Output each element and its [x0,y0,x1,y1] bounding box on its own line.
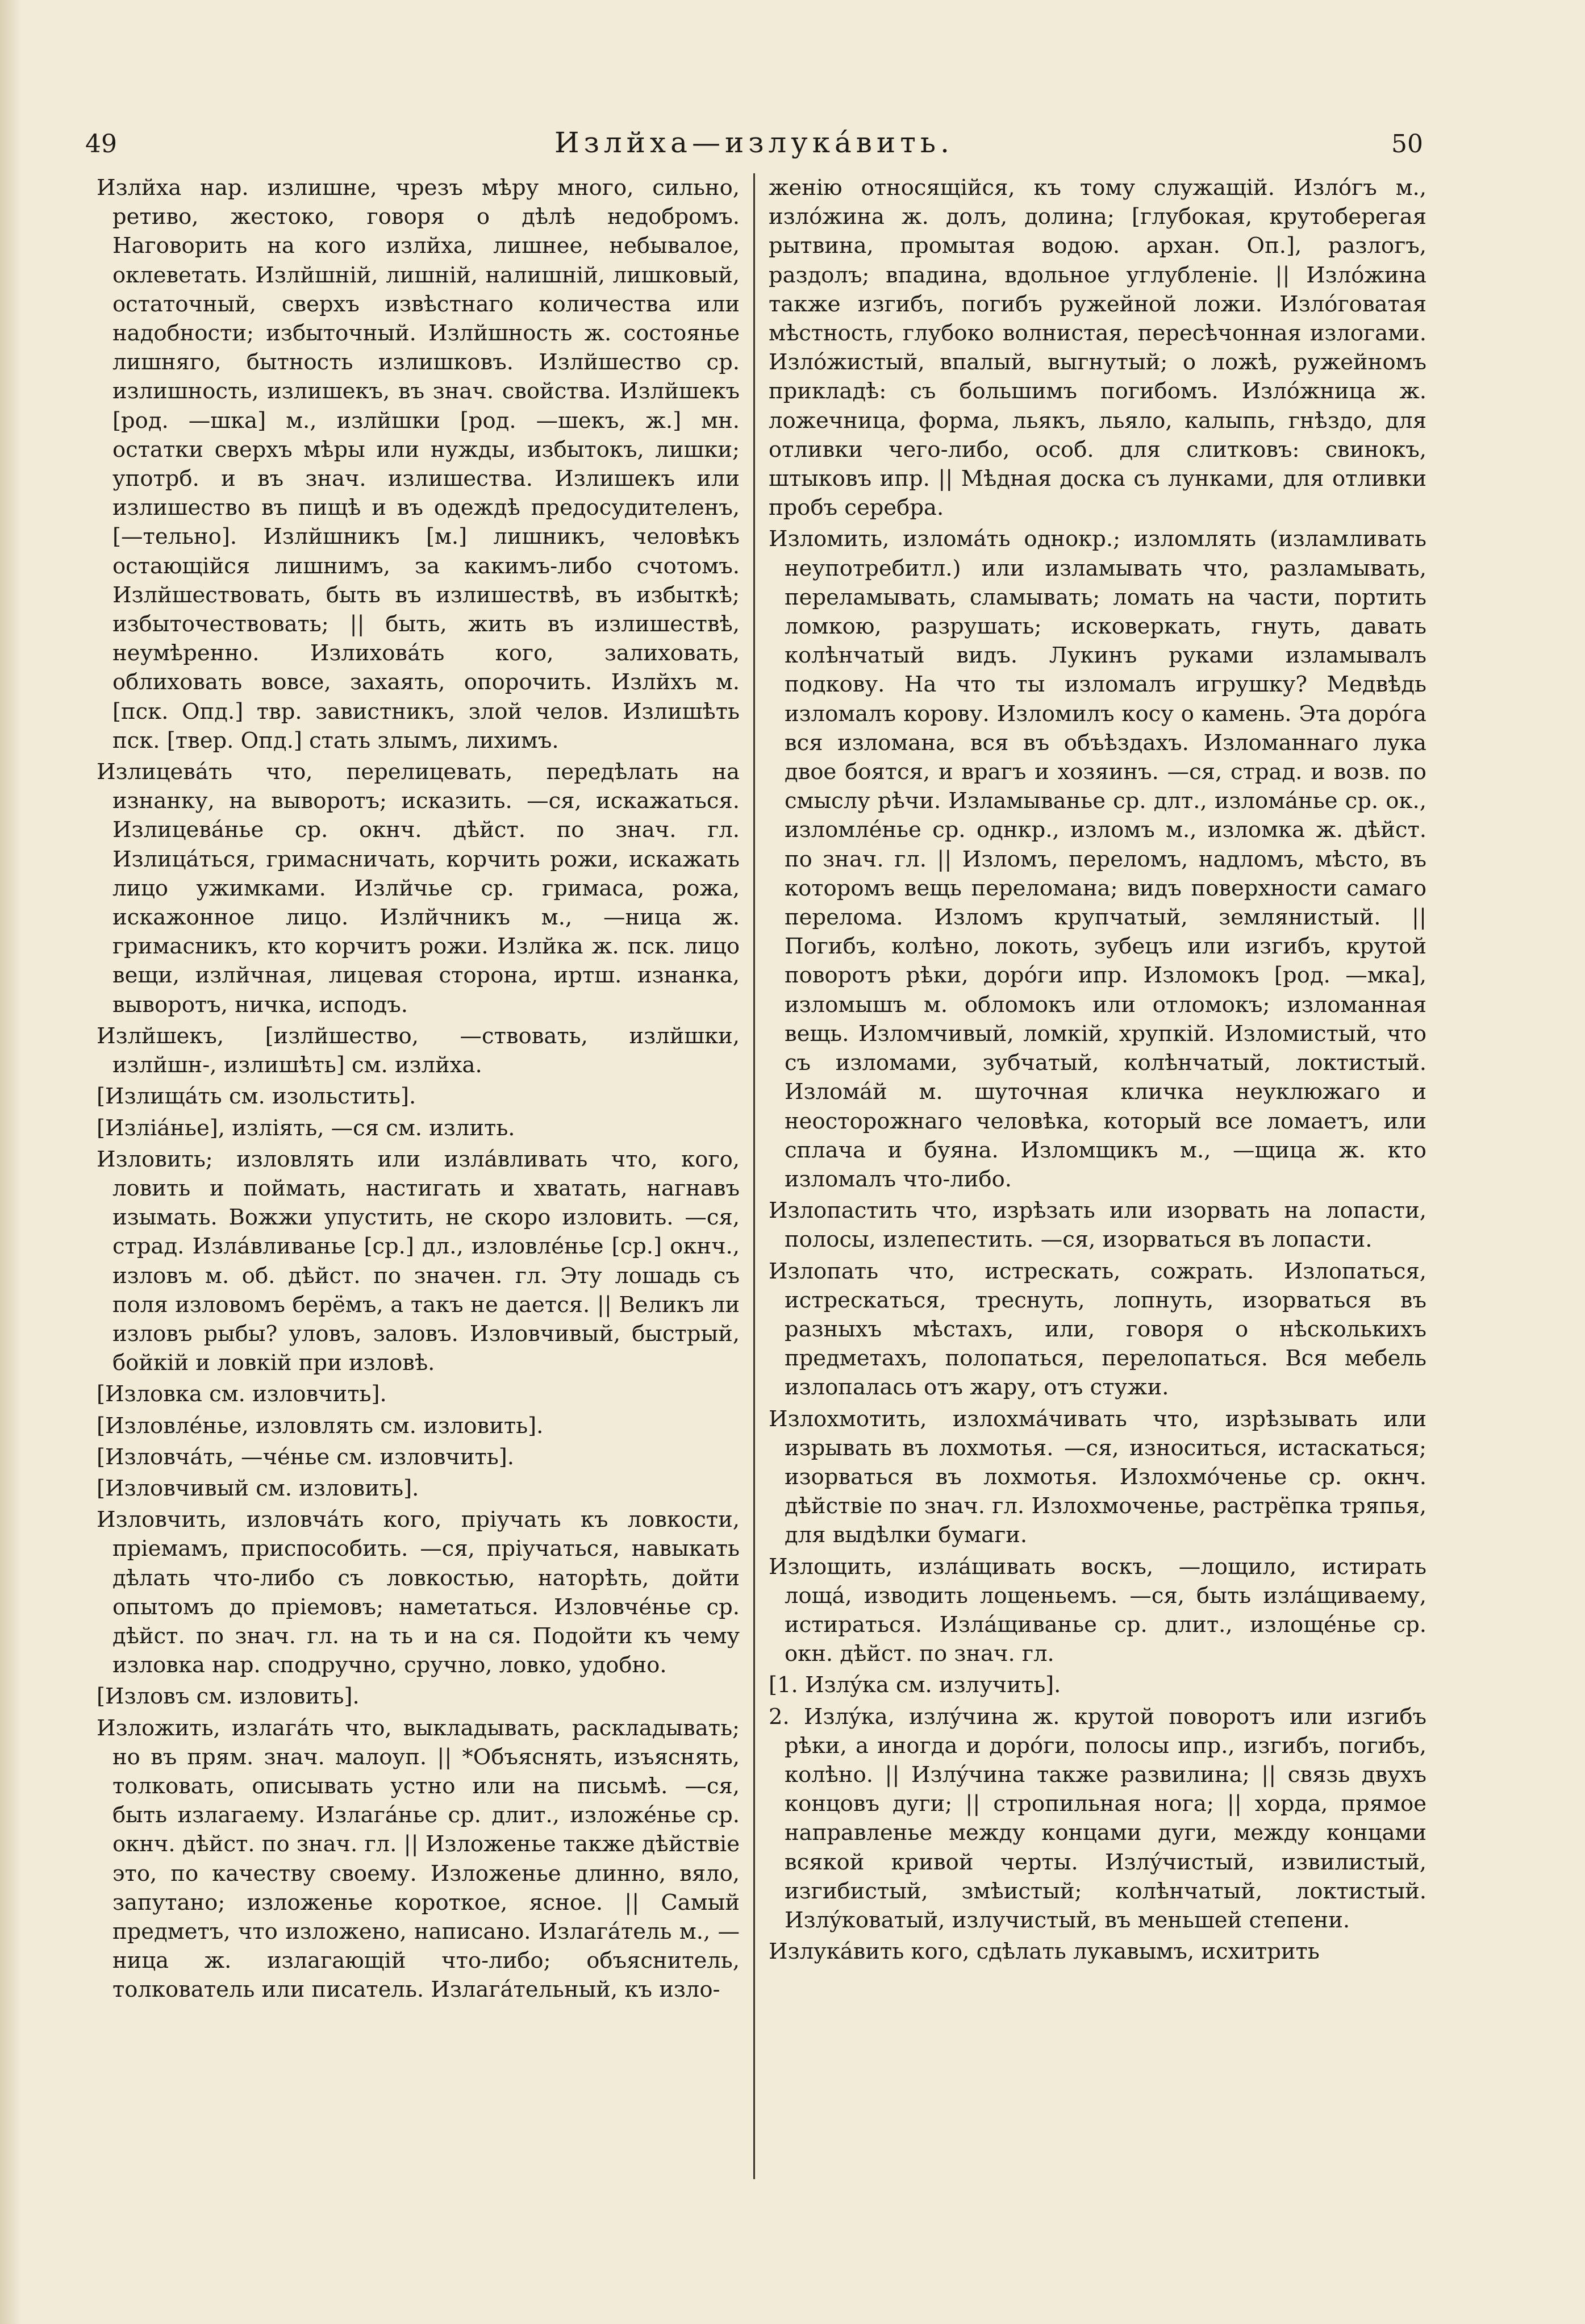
dictionary-entry: [Излищáть см. изольстить]. [97,1084,416,1110]
column-divider [753,173,755,2179]
dictionary-entry: [Изловка см. изловчить]. [97,1381,387,1407]
dictionary-entry: 2. Излýка, излýчина ж. крутой поворотъ или изгибъ рѣки, а иногда и дорóги, полосы ипр., изгибъ, погибъ, колѣно. || Излýчина также развилина; || связь двухъ концовъ дуги; || стропильная нога; || хорда, прямое направленье между концами дуги, между концами всякой кривой черты. Излýчистый, извилистый, изгибистый, змѣистый; колѣнчатый, локтистый. Излýковатый, излучистый, въ меньшей степени. [769,1704,1426,1933]
page-number-left: 49 [85,130,117,159]
left-column [97,173,740,2185]
dictionary-entry: Излохмотить, излохмáчивать что, изрѣзывать или изрывать въ лохмотья. —ся, износиться, истаскаться; изорваться въ лохмотья. Излохмóченье ср. окнч. дѣйствіе по знач. гл. Излохмоченье, растрёпка тряпья, для выдѣлки бумаги. [769,1406,1426,1548]
dictionary-entry: Излощить, излáщивать воскъ, —лощило, истирать лощá, изводить лощеньемъ. —ся, быть излáщиваему, истираться. Излáщиванье ср. длит., излощéнье ср. окн. дѣйст. по знач. гл. [769,1554,1426,1667]
dictionary-entry: Излопать что, истрескать, сожрать. Излопаться, истрескаться, треснуть, лопнуть, изорваться въ разныхъ мѣстахъ, или, говоря о нѣсколькихъ предметахъ, полопаться, перелопаться. Вся мебель излопалась отъ жару, отъ стужи. [769,1258,1426,1401]
page-binding-edge [0,0,19,2324]
dictionary-entry: Излйха нар. излишне, чрезъ мѣру много, сильно, ретиво, жестоко, говоря о дѣлѣ недобромъ. Наговорить на кого излйха, лишнее, небывалое, оклеветать. Излйшній, лишній, налишній, лишковый, остаточный, сверхъ извѣстнаго количества или надобности; избыточный. Излйшность ж. состоянье лишняго, бытность излишковъ. Излйшество ср. излишность, излишекъ, въ знач. свойства. Излйшекъ [род. —шка] м., излйшки [род. —шекъ, ж.] мн. остатки сверхъ мѣры или нужды, избытокъ, лишки; употрб. и въ знач. излишества. Излишекъ или излишество въ пищѣ и въ одеждѣ предосудителенъ, [—тельно]. Излйшникъ [м.] лишникъ, человѣкъ остающійся лишнимъ, за какимъ-либо счотомъ. Излйшествовать, быть въ излишествѣ, въ избыткѣ; избыточествовать; || быть, жить въ излишествѣ, неумѣренно. Излиховáть кого, залиховать, облиховать вовсе, захаять, опорочить. Излйхъ м. [пск. Опд.] твр. завистникъ, злой челов. Излишѣть пск. [твер. Опд.] стать злымъ, лихимъ. [97,175,740,753]
dictionary-entry: [Изловъ см. изловить]. [97,1684,360,1710]
dictionary-entry: [Изловчивый см. изловить]. [97,1475,419,1501]
dictionary-entry: Изловить; изловлять или излáвливать что, кого, ловить и поймать, настигать и хватать, нагнавъ изымать. Вожжи упустить, не скоро изловить. —ся, страд. Излáвливанье [ср.] дл., изловлéнье [ср.] окнч., изловъ м. об. дѣйст. по значен. гл. Эту лошадь съ поля изловомъ берёмъ, а такъ не дается. || Великъ ли изловъ рыбы? уловъ, заловъ. Изловчивый, быстрый, бойкій и ловкій при изловѣ. [97,1146,740,1376]
page-number-right: 50 [1391,130,1423,159]
dictionary-entry: Изловчить, изловчáть кого, пріучать къ ловкости, пріемамъ, приспособить. —ся, пріучаться, навыкать дѣлать что-либо съ ловкостью, наторѣть, дойти опытомъ до пріемовъ; наметаться. Изловчéнье ср. дѣйст. по знач. гл. на ть и на ся. Подойти къ чему изловка нар. сподручно, сручно, ловко, удобно. [97,1507,740,1679]
dictionary-entry: Излукáвить кого, сдѣлать лукавымъ, исхитрить [769,1939,1320,1965]
dictionary-entry: Излйшекъ, [излйшество, —ствовать, излйшки, излйшн-, излишѣть] см. излйха. [97,1023,740,1078]
page-header [85,119,1423,170]
dictionary-entry: [1. Излýка см. излучить]. [769,1672,1061,1698]
dictionary-entry: Изломить, изломáть однокр.; изломлять (изламливать неупотребитл.) или изламывать что, разламывать, переламывать, сламывать; ломать на части, портить ломкою, разрушать; исковеркать, гнуть, давать колѣнчатый видъ. Лукинъ руками изламывалъ подкову. На что ты изломалъ игрушку? Медвѣдь изломалъ корову. Изломилъ косу о камень. Эта дорóга вся изломана, вся въ объѣздахъ. Изломаннаго лука двое боятся, и врагъ и хозяинъ. —ся, страд. и возв. по смыслу рѣчи. Изламыванье ср. длт., изломáнье ср. ок., изломлéнье ср. однкр., изломъ м., изломка ж. дѣйст. по знач. гл. || Изломъ, переломъ, надломъ, мѣсто, въ которомъ вещь переломана; видъ поверхности самаго перелома. Изломъ крупчатый, землянистый. || Погибъ, колѣно, локоть, зубецъ или изгибъ, крутой поворотъ рѣки, дорóги ипр. Изломокъ [род. —мка], изломышъ м. обломокъ или отломокъ; изломанная вещь. Изломчивый, ломкій, хрупкій. Изломистый, что съ изломами, зубчатый, колѣнчатый, локтистый. Изломáй м. шуточная кличка неуклюжаго и неосторожнаго человѣка, который все ломаетъ, или сплача и буяна. Изломщикъ м., —щица ж. кто изломалъ что-либо. [769,526,1426,1192]
dictionary-entry: [Излiáнье], излiять, —ся см. излить. [97,1115,515,1141]
dictionary-entry-continuation: женію относящійся, къ тому служащій. Излóгъ м., излóжина ж. долъ, долина; [глубокая, крутоберегая рытвина, промытая водою. архан. Оп.], разлогъ, раздолъ; впадина, вдольное углубленіе. || Излóжина также изгибъ, погибъ ружейной ложи. Излóговатая мѣстность, глубоко волнистая, пересѣчонная излогами. Излóжистый, впалый, выгнутый; о ложѣ, ружейномъ прикладѣ: съ большимъ погибомъ. Излóжница ж. ложечница, форма, льякъ, льяло, калыпь, гнѣздо, для отливки чего-либо, особ. для слитковъ: свинокъ, штыковъ ипр. || Мѣдная доска съ лунками, для отливки пробъ серебра. [769,175,1426,521]
right-column [769,173,1426,2185]
dictionary-entry: [Изловчáть, —чéнье см. изловчить]. [97,1444,515,1470]
dictionary-entry: Излопастить что, изрѣзать или изорвать на лопасти, полосы, излепестить. —ся, изорваться въ лопасти. [769,1198,1426,1253]
running-head-title: Излйха—излукáвить. [554,126,954,159]
dictionary-entry: Изложить, излагáть что, выкладывать, раскладывать; но въ прям. знач. малоуп. || *Объяснять, изъяснять, толковать, описывать устно или на письмѣ. —ся, быть излагаему. Излагáнье ср. длит., изложéнье ср. окнч. дѣйст. по знач. гл. || Изложенье также дѣйствіе это, по качеству своему. Изложенье длинно, вяло, запутано; изложенье короткое, ясное. || Самый предметъ, что изложено, написано. Излагáтель м., —ница ж. излагающій что-либо; объяснитель, толкователь или писатель. Излагáтельный, къ изло- [97,1715,740,2003]
dictionary-entry: Излицевáть что, перелицевать, передѣлать на изнанку, на выворотъ; исказить. —ся, искажаться. Излицевáнье ср. окнч. дѣйст. по знач. гл. Излицáться, гримасничать, корчить рожи, искажать лицо ужимками. Излйчье ср. гримаса, рожа, искажонное лицо. Излйчникъ м., —ница ж. гримасникъ, кто корчитъ рожи. Излйка ж. пск. лицо вещи, излйчная, лицевая сторона, иртш. изнанка, выворотъ, ничка, исподъ. [97,759,740,1018]
dictionary-entry: [Изловлéнье, изловлять см. изловить]. [97,1413,544,1439]
